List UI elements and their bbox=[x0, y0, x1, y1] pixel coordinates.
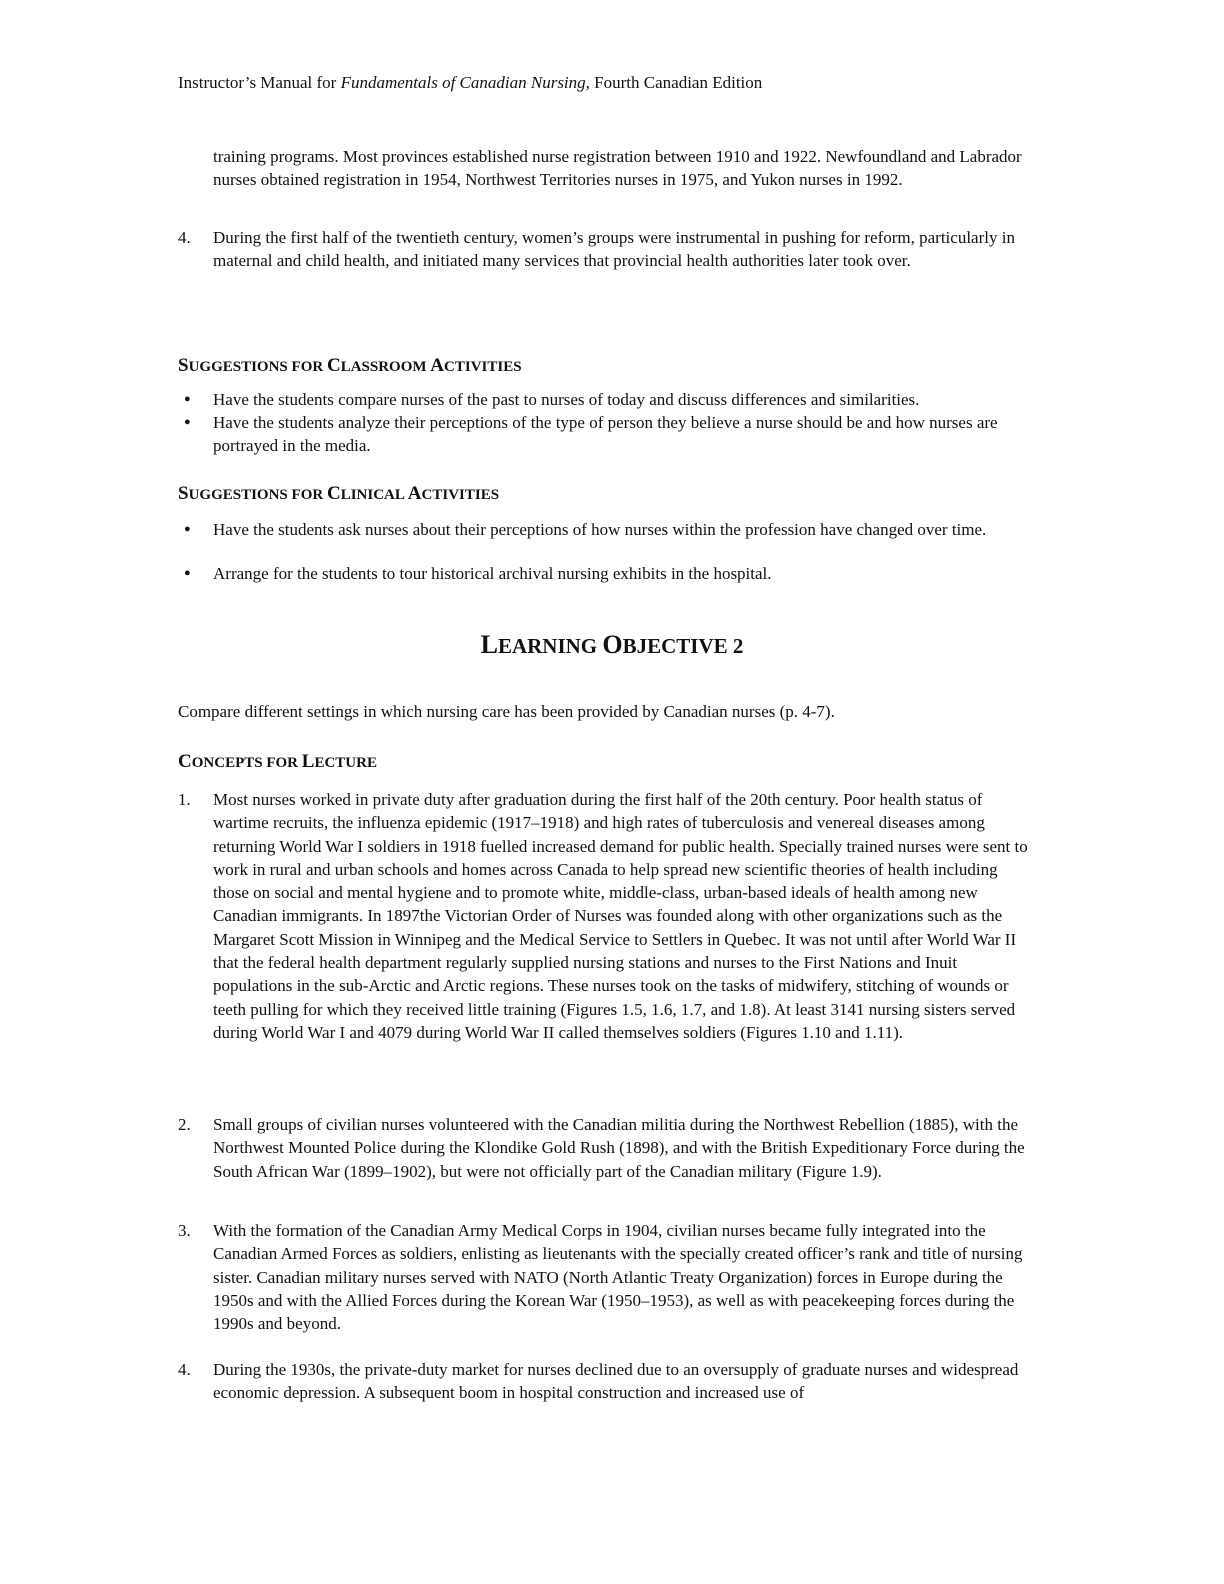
learning-objective-title: LEARNING OBJECTIVE 2 bbox=[480, 630, 744, 659]
clinical-activities-heading: SUGGESTIONS FOR CLINICAL ACTIVITIES bbox=[178, 483, 500, 504]
list-item-text: During the first half of the twentieth century, women’s groups were instrumental in pushing for reform, particularly in maternal and child health, and initiated many services that provincial health authorities later took over. bbox=[213, 228, 1015, 271]
list-item-number: 3. bbox=[178, 1221, 191, 1240]
list-item: Have the students ask nurses about their perceptions of how nurses within the profession have changed over time. bbox=[213, 520, 987, 539]
continued-paragraph: training programs. Most provinces established nurse registration between 1910 and 1922. Newfoundland and Labrador nurses obtained registration in 1954, Northwest Territories nurses in 1975, and Yukon nurses in 1992. bbox=[213, 147, 1022, 190]
list-item: Have the students compare nurses of the past to nurses of today and discuss differences and similarities. bbox=[213, 390, 920, 409]
bullet-icon: ● bbox=[184, 523, 191, 535]
classroom-activities-heading: SUGGESTIONS FOR CLASSROOM ACTIVITIES bbox=[178, 355, 522, 376]
bullet-icon: ● bbox=[184, 416, 191, 428]
header-prefix: Instructor’s Manual for bbox=[178, 73, 341, 92]
list-item-text: With the formation of the Canadian Army Medical Corps in 1904, civilian nurses became fully integrated into the Canadian Armed Forces as soldiers, enlisting as lieutenants with the specially created officer’s rank and title of nursing sister. Canadian military nurses served with NATO (North Atlantic Treaty Organization) forces in Europe during the 1950s and with the Allied Forces during the Korean War (1950–1953), as well as with peacekeeping forces during the 1990s and beyond. bbox=[213, 1221, 1023, 1334]
header-book-title: Fundamentals of Canadian Nursing bbox=[340, 73, 586, 92]
list-item-number: 4. bbox=[178, 1360, 191, 1379]
header-suffix: , Fourth Canadian Edition bbox=[585, 73, 763, 92]
list-item-number: 1. bbox=[178, 790, 191, 809]
list-item-text: Small groups of civilian nurses volunteered with the Canadian militia during the Northwest Rebellion (1885), with the Northwest Mounted Police during the Klondike Gold Rush (1898), and with the British Expeditionary Force during the South African War (1899–1902), but were not officially part of the Canadian military (Figure 1.9). bbox=[213, 1115, 1025, 1181]
concepts-for-lecture-heading: CONCEPTS FOR LECTURE bbox=[178, 751, 377, 772]
list-item: Have the students analyze their perceptions of the type of person they believe a nurse should be and how nurses are portrayed in the media. bbox=[213, 413, 998, 456]
bullet-icon: ● bbox=[184, 567, 191, 579]
page-header bbox=[178, 72, 762, 94]
list-item-text: Most nurses worked in private duty after graduation during the first half of the 20th century. Poor health status of wartime recruits, the influenza epidemic (1917–1918) and high rates of tuberculosis and venereal diseases among returning World War I soldiers in 1918 fuelled increased demand for public health. Specially trained nurses were sent to work in rural and urban schools and homes across Canada to help spread new scientific theories of health including those on social and mental hygiene and to promote white, middle-class, urban-based ideals of health among new Canadian immigrants. In 1897the Victorian Order of Nurses was founded along with other organizations such as the Margaret Scott Mission in Winnipeg and the Medical Service to Settlers in Quebec. It was not until after World War II that the federal health department regularly supplied nursing stations and nurses to the First Nations and Inuit populations in the sub-Arctic and Arctic regions. These nurses took on the tasks of midwifery, stitching of wounds or teeth pulling for which they received little training (Figures 1.5, 1.6, 1.7, and 1.8). At least 3141 nursing sisters served during World War I and 4079 during World War II called themselves soldiers (Figures 1.10 and 1.11). bbox=[213, 790, 1028, 1042]
bullet-icon: ● bbox=[184, 393, 191, 405]
objective-statement: Compare different settings in which nursing care has been provided by Canadian nurses (p. 4-7). bbox=[178, 702, 835, 721]
list-item: Arrange for the students to tour historical archival nursing exhibits in the hospital. bbox=[213, 564, 772, 583]
list-item-number: 2. bbox=[178, 1115, 191, 1134]
list-item-number: 4. bbox=[178, 228, 191, 247]
list-item-text: During the 1930s, the private-duty market for nurses declined due to an oversupply of graduate nurses and widespread economic depression. A subsequent boom in hospital construction and increased use of bbox=[213, 1360, 1019, 1403]
